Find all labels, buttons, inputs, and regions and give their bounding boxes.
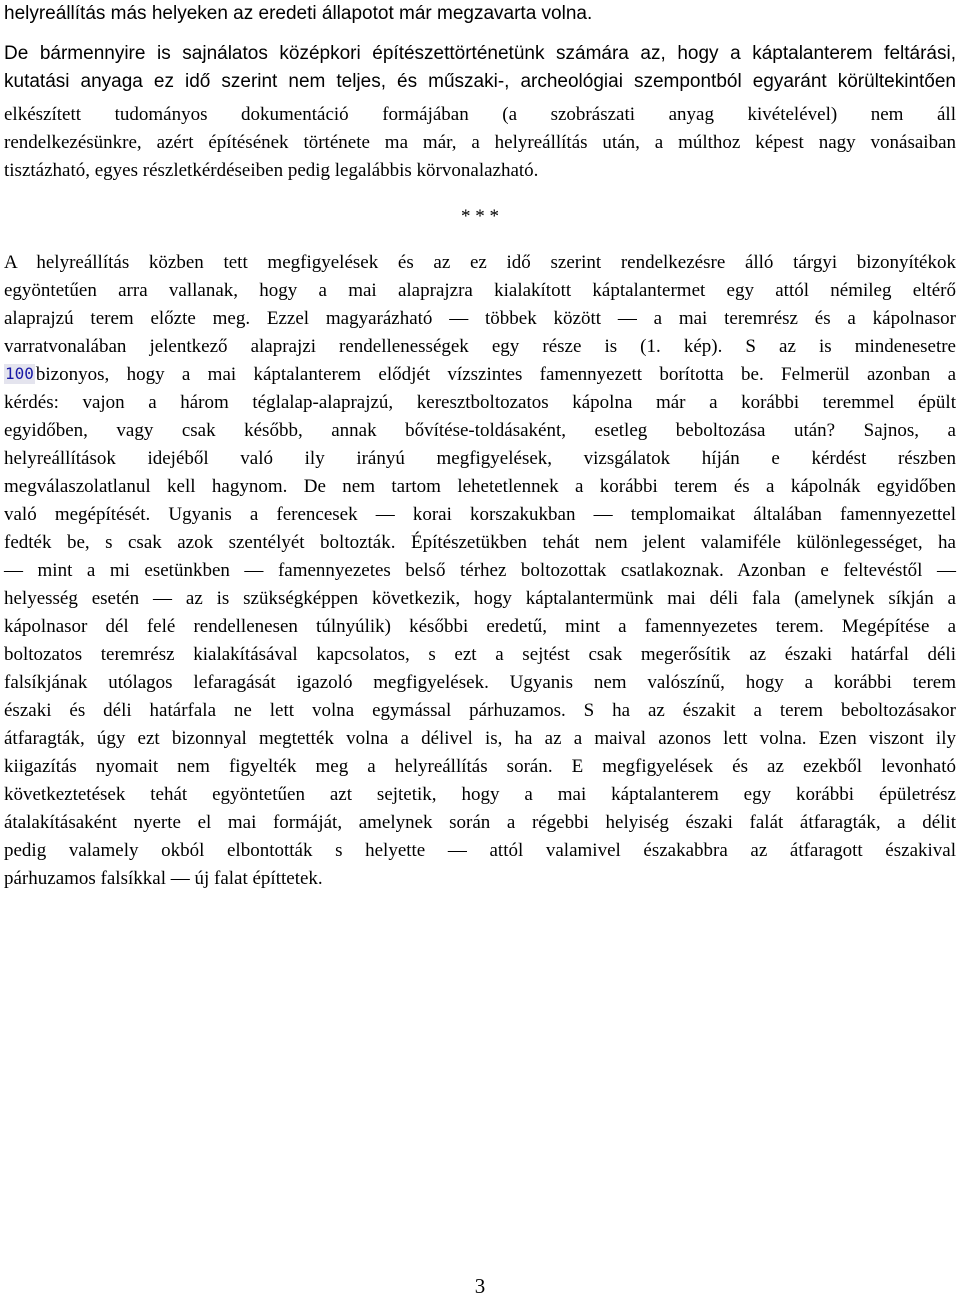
page-number: 3 (474, 1274, 486, 1298)
text-line: következtetések tehát egyöntetűen azt sejtetik, hogy a mai káptalanterem egy korábbi épületrész (4, 784, 956, 805)
text-line: párhuzamos falsíkkal — új falat építtetek. (4, 868, 323, 889)
text-line: átalakításaként nyerte el mai formáját, amelynek során a régebbi helyiség északi falát átfaragták, a délit (4, 812, 956, 833)
text-line: kérdés: vajon a három téglalap-alaprajzú, keresztboltozatos kápolna már a korábbi teremmel épült (4, 392, 956, 413)
text-line: egyidőben, vagy csak később, annak bővítése-toldásaként, esetleg beboltozása után? Sajnos, a (4, 420, 956, 441)
text-line: helyreállítások idejéből való ily irányú megfigyelések, vizsgálatok híján e kérdést részben (4, 448, 956, 469)
text-line: átfaragták, úgy ezt bizonnyal megtették volna a délivel is, ha az a maival azonos lett volna. Ezen viszont ily (4, 728, 956, 749)
text-line: rendelkezésünkre, azért építésének története ma már, a helyreállítás után, a múlthoz képest nagy vonásaiban (4, 132, 956, 153)
text-line: északi és déli határfala ne lett volna egymással párhuzamos. S ha az északit a terem beboltozásakor (4, 700, 956, 721)
text-line: fedték be, s csak azok szentélyét boltozták. Építészetükben tehát nem jelent valamiféle különlegességet, ha (4, 532, 956, 553)
section-separator: * * * (461, 206, 499, 227)
text-line: boltozatos teremrész kialakításával kapcsolatos, s ezt a sejtést csak megerősítik az északi határfal déli (4, 644, 956, 665)
text-line: kápolnasor dél felé rendellenesen túlnyúlik) későbbi eredetű, mint a famennyezetes terem. Megépítése a (4, 616, 956, 637)
text-line: tisztázható, egyes részletkérdéseiben pedig legalábbis körvonalazható. (4, 160, 539, 181)
text-line: — mint a mi esetünkben — famennyezetes belső térhez boltozottak csatlakoznak. Azonban e feltevéstől — (4, 560, 956, 581)
text-line: egyöntetűen arra vallanak, hogy a mai alaprajzra kialakított káptalantermet egy attól némileg eltérő (4, 280, 956, 301)
text-line: pedig valamely okból elbontották s helyette — attól valamivel északabbra az átfaragott északival (4, 840, 956, 861)
text-line-with-margin-number (4, 361, 956, 389)
text-line: megválaszolatlanul kell hagynom. De nem tartom lehetetlennek a korábbi terem és a kápolnák egyidőben (4, 476, 956, 497)
text-line: helyesség esetén — az is szükségképpen következik, hogy káptalantermünk mai déli fala (amelynek síkján a (4, 588, 956, 609)
text-line: alaprajzú terem előzte meg. Ezzel magyarázható — többek között — a mai teremrész és a kápolnasor (4, 308, 956, 329)
text-line: kutatási anyaga ez idő szerint nem teljes, és műszaki-, archeológiai szempontból egyaránt körültekintően (4, 71, 956, 92)
text-line: kiigazítás nyomait nem figyelték meg a helyreállítás során. E megfigyelések és az ezekből levonható (4, 756, 956, 777)
text-line: De bármennyire is sajnálatos középkori építészettörténetünk számára az, hogy a káptalanterem feltárási, (4, 43, 956, 64)
text-line: falsíkjának utólagos lefaragását igazoló megfigyelések. Ugyanis nem valószínű, hogy a korábbi terem (4, 672, 956, 693)
text-line: elkészített tudományos dokumentáció formájában (a szobrászati anyag kivételével) nem áll (4, 104, 956, 125)
text-fragment: bizonyos, hogy a mai káptalanterem elődjét vízszintes famennyezett borította be. Felmerül azonban a (35, 364, 956, 385)
text-line: helyreállítás más helyeken az eredeti állapotot már megzavarta volna. (4, 3, 593, 24)
margin-page-number: 100 (5, 364, 34, 383)
text-line: való megépítését. Ugyanis a ferencesek — korai korszakukban — templomaikat általában famennyezettel (4, 504, 956, 525)
text-line: varratvonalában jelentkező alaprajzi rendellenességek egy része is (1. kép). S az is mindenesetre (4, 336, 956, 357)
text-line: A helyreállítás közben tett megfigyelések és az ez idő szerint rendelkezésre álló tárgyi bizonyítékok (4, 252, 956, 273)
